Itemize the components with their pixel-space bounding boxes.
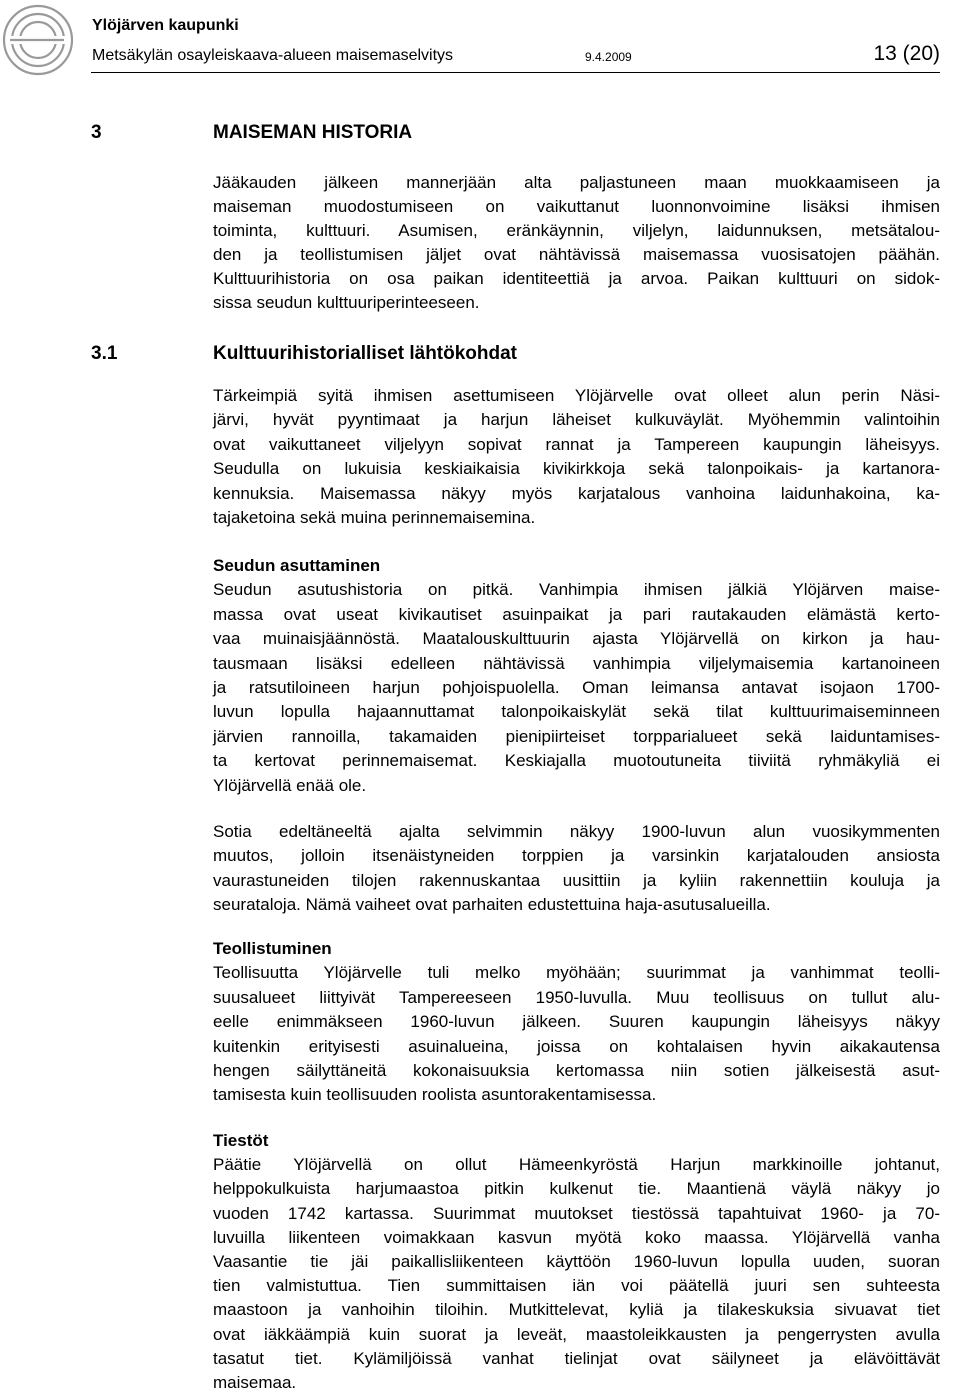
industrialization-block xyxy=(213,937,940,1108)
section-number: 3 xyxy=(91,122,102,143)
paragraph-line: maisemaa. xyxy=(213,1373,297,1393)
subsection-number: 3.1 xyxy=(91,343,118,364)
paragraph-line: tamisesta kuin teollisuuden roolista asuntorakentamisessa. xyxy=(213,1085,657,1105)
paragraph-line: maastoon ja vanhoihin tiloihin. Mutkittelevat, kyliä ja tilakeskuksia sivuavat tiet xyxy=(213,1300,940,1320)
paragraph-line: järvien rannoilla, takamaiden pienipiirteiset torpparialueet sekä laiduntamises- xyxy=(213,726,940,746)
paragraph-line: Päätie Ylöjärvellä on ollut Hämeenkyröstä Harjun markkinoille johtanut, xyxy=(213,1155,940,1175)
paragraph-line: suusalueet liittyivät Tampereeseen 1950-luvulla. Muu teollisuus on tullut alu- xyxy=(213,987,940,1007)
paragraph-line: toiminta, kulttuuri. Asumisen, eränkäynnin, viljelyn, laidunnuksen, metsätalou- xyxy=(213,221,940,240)
paragraph-line: Teollisuutta Ylöjärvelle tuli melko myöhään; suurimmat ja vanhimmat teolli- xyxy=(213,963,940,983)
paragraph-line: eelle enimmäkseen 1960-luvun jälkeen. Suuren kaupungin läheisyys näkyy xyxy=(213,1012,940,1032)
document-date: 9.4.2009 xyxy=(585,50,632,64)
paragraph-line: tasatut tiet. Kylämiljöissä vanhat tielinjat ovat säilyneet ja elävöittävät xyxy=(213,1348,940,1368)
paragraph-line: den ja teollistumisen jäljet ovat nähtävissä maisemassa vuosisatojen päähän. xyxy=(213,245,940,264)
paragraph-line: helppokulkuista harjumaastoa pitkin kulkenut tie. Maantienä väylä näkyy jo xyxy=(213,1179,940,1199)
paragraph-line: kennuksia. Maisemassa näkyy myös karjatalous vanhoina laidunhakoina, ka- xyxy=(213,483,940,503)
subheading-industrialization: Teollistuminen xyxy=(213,939,332,958)
paragraph-line: Sotia edeltäneeltä ajalta selvimmin näkyy 1900-luvun alun vuosikymmenten xyxy=(213,822,940,841)
subheading-settlement: Seudun asuttaminen xyxy=(213,556,381,575)
header-rule xyxy=(91,72,940,73)
intro-paragraph xyxy=(213,171,940,315)
paragraph-line: tien valmistuttua. Tien summittaisen iän voi päätellä juuri sen suhteesta xyxy=(213,1276,940,1296)
organization-name: Ylöjärven kaupunki xyxy=(92,17,239,34)
city-logo-icon xyxy=(0,0,80,80)
paragraph-line: massa ovat useat kivikautiset asuinpaikat ja pari rautakauden elämästä kerto- xyxy=(213,604,940,624)
paragraph-line: tausmaan lisäksi edelleen nähtävissä vanhimpia viljelymaisemia kartanoineen xyxy=(213,653,940,673)
paragraph-line: maiseman muodostumiseen on vaikuttanut luonnonvoimine lisäksi ihmisen xyxy=(213,197,940,216)
paragraph-line: Seudulla on lukuisia keskiaikaisia kivikirkkoja sekä talonpoikais- ja kartanora- xyxy=(213,459,940,479)
paragraph-line: ovat iäkkäämpiä kuin suorat ja leveät, maastoleikkausten ja pengerrysten avulla xyxy=(213,1324,940,1344)
paragraph-line: kuitenkin erityisesti asuinalueina, joissa on kohtalaisen hyvin aikakautensa xyxy=(213,1036,940,1056)
paragraph-line: järvi, hyvät pyyntimaat ja harjun läheiset kulkuväylät. Myöhemmin valintoihin xyxy=(213,410,940,430)
paragraph-line: Vaasantie tie jäi paikallisliikenteen käyttöön 1960-luvun lopulla uuden, suoran xyxy=(213,1252,940,1272)
paragraph-line: luvuilla liikenteen voimakkaan kasvun myötä koko maassa. Ylöjärvellä vanha xyxy=(213,1227,940,1247)
subsection-title: Kulttuurihistorialliset lähtökohdat xyxy=(213,343,518,364)
section-title: MAISEMAN HISTORIA xyxy=(213,122,413,143)
paragraph-line: vaa muinaisjäännöstä. Maatalouskulttuurin ajasta Ylöjärvellä on kirkon ja hau- xyxy=(213,629,940,649)
paragraph-line: tajaketoina sekä muina perinnemaisemina. xyxy=(213,508,536,528)
paragraph-line: Ylöjärvellä enää ole. xyxy=(213,775,367,795)
paragraph-line: Seudun asutushistoria on pitkä. Vanhimpia ihmisen jälkiä Ylöjärven maise- xyxy=(213,580,940,600)
page-number: 13 (20) xyxy=(873,42,940,65)
paragraph-line: luvun lopulla hajaannuttamat talonpoikaiskylät sekä tilat kulttuurimaiseminneen xyxy=(213,702,940,722)
settlement-block xyxy=(213,554,940,798)
paragraph-line: Kulttuurihistoria on osa paikan identiteettiä ja arvoa. Paikan kulttuuri on sidok- xyxy=(213,269,940,288)
paragraph-line: Tärkeimpiä syitä ihmisen asettumiseen Ylöjärvelle ovat olleet alun perin Näsi- xyxy=(213,386,940,405)
paragraph-line: ja ratsutiloineen harjun pohjoispuolella. Oman leimansa antavat isojaon 1700- xyxy=(213,678,940,698)
paragraph-line: ta kertovat perinnemaisemat. Keskiajalla muotoutuneita tiiviitä ryhmäkyliä ei xyxy=(213,751,940,771)
subsection-heading xyxy=(91,340,517,368)
document-title: Metsäkylän osayleiskaava-alueen maisemaselvitys xyxy=(92,47,454,64)
subheading-roads: Tiestöt xyxy=(213,1131,269,1150)
section-heading xyxy=(91,119,412,147)
paragraph-line: hengen säilyttäneitä kokonaisuuksia kertomassa niin sotien jälkeisestä asut- xyxy=(213,1061,940,1081)
paragraph-line: seurataloja. Nämä vaiheet ovat parhaiten edustettuina haja-asutusalueilla. xyxy=(213,895,771,915)
roads-block xyxy=(213,1129,940,1395)
paragraph-line: sissa seudun kulttuuriperinteeseen. xyxy=(213,293,480,312)
paragraph-line: ovat vaikuttaneet viljelyyn sopivat rannat ja Tampereen kaupungin läheisyys. xyxy=(213,434,940,454)
header-line xyxy=(92,42,940,66)
subsection-intro-paragraph xyxy=(213,384,940,530)
paragraph-line: Jääkauden jälkeen mannerjään alta paljastuneen maan muokkaamiseen ja xyxy=(213,173,940,192)
postwar-paragraph xyxy=(213,820,940,918)
paragraph-line: vuoden 1742 kartassa. Suurimmat muutokset tiestössä tapahtuivat 1960- ja 70- xyxy=(213,1203,940,1223)
paragraph-line: muutos, jolloin itsenäistyneiden torppien ja varsinkin karjatalouden ansiosta xyxy=(213,846,940,866)
paragraph-line: vaurastuneiden tilojen rakennuskantaa uusittiin ja kyliin rakennettiin kouluja ja xyxy=(213,870,940,890)
